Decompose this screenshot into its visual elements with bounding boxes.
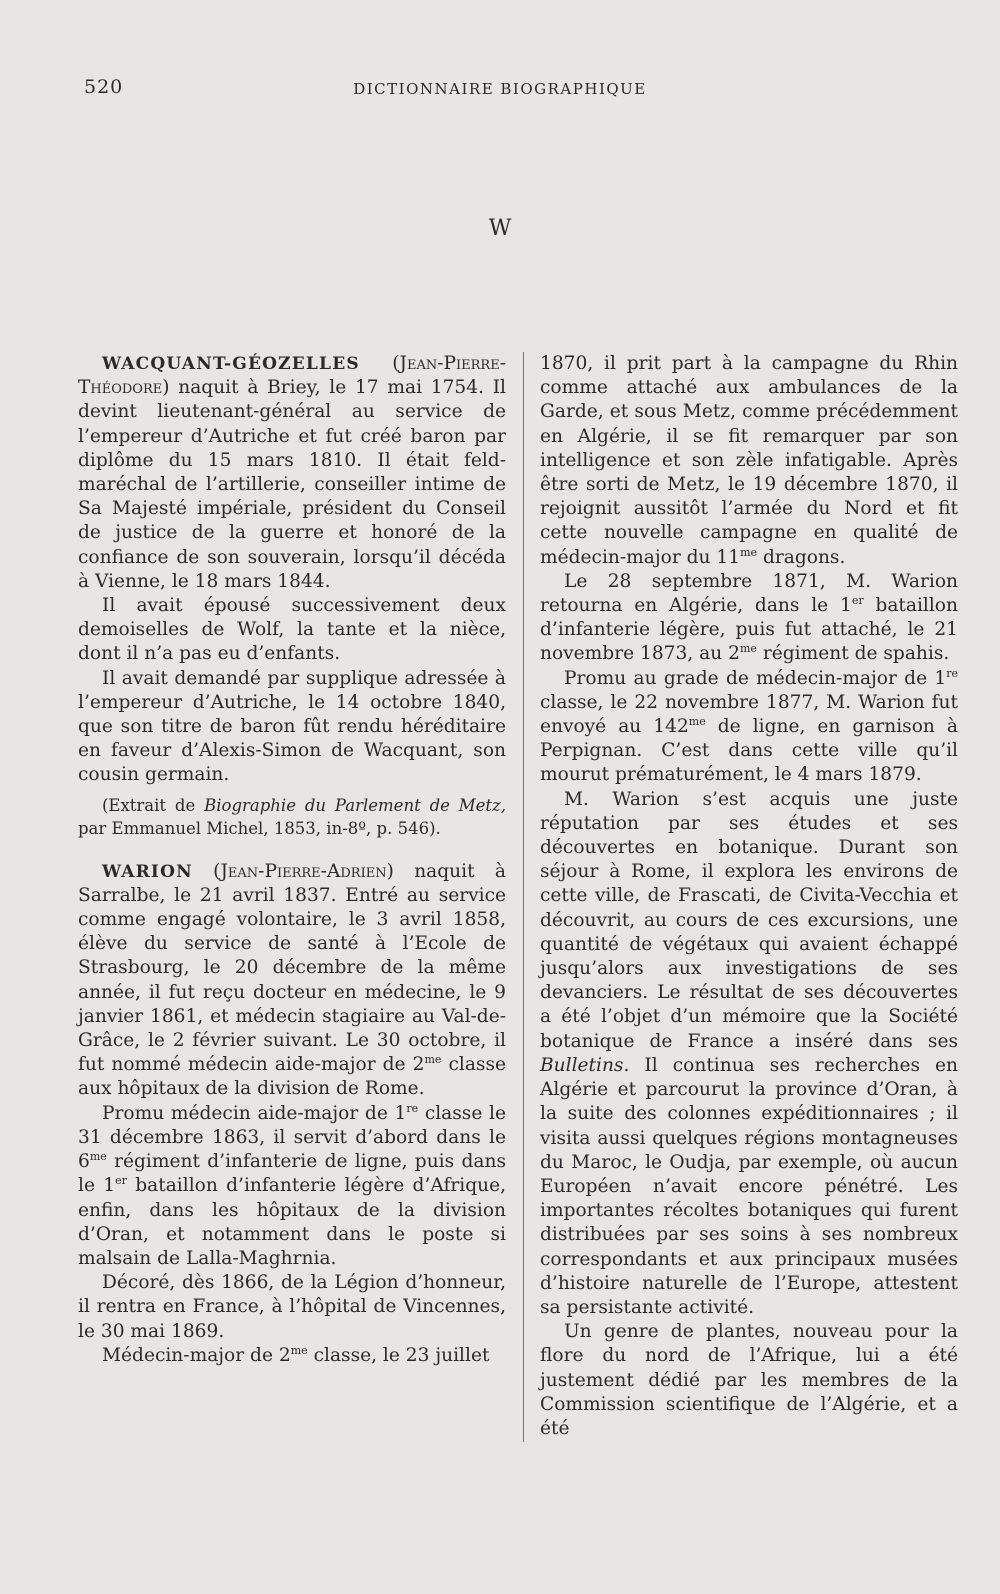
entry-warion-p2: Promu médecin aide-major de 1re classe le 31 décembre 1863, il servit d’abord dans le $6^{me}$ régiment d’infanterie de ligne, puis dans le 1er bataillon d’infanterie légère d’Afrique, enfin, dans les hôpitaux de la division d’Oran, et notamment dans le poste si malsain de Lalla-Maghrnia.	[78, 1101, 506, 1269]
column-divider	[523, 352, 524, 1442]
citation: (Extrait de Biographie du Parlement de Metz, par Emmanuel Michel, 1853, in-8º, p. 546).	[78, 795, 506, 838]
bulletins-title: Bulletins.	[540, 1054, 630, 1076]
entry-name-wacquant: WACQUANT-GÉOZELLES	[102, 354, 360, 374]
entry-warion-p3: Décoré, dès 1866, de la Légion d’honneur, il rentra en France, à l’hôpital de Vincennes, le 30 mai 1869.	[78, 1272, 506, 1342]
section-letter: W	[488, 216, 512, 241]
entry-wacquant-p3: Il avait demandé par supplique adressée à l’empereur d’Autriche, le 14 octobre 1840, que son titre de baron fût rendu héréditaire en faveur d’Alexis-Simon de Wacquant, son cousin germain.	[78, 667, 506, 786]
right-column	[540, 352, 958, 1441]
page-header	[0, 76, 1000, 106]
entry-warion-r1: 1870, il prit part à la campagne du Rhin comme attaché aux ambulances de la Garde, et sous Metz, comme précédemment en Algérie, il se fit remarquer par son intelligence et son zèle infatigable. Après être sorti de Metz, le 19 décembre 1870, il rejoignit aussitôt l’armée du Nord et fit cette nouvelle campagne en qualité de médecin-major du $11^{me}$ dragons.	[540, 353, 958, 568]
entry-warion-r3: Promu au grade de médecin-major de 1re classe, le 22 novembre 1877, M. Warion fut envoyé au $142^{me}$ de ligne, en garnison à Perpignan. C’est dans cette ville qu’il mourut prématurément, le 4 mars 1879.	[540, 666, 959, 786]
left-column	[78, 352, 506, 1368]
entry-warion-r2: Le 28 septembre 1871, M. Warion retourna en Algérie, dans le 1er bataillon d’infanterie légère, puis fut attaché, le 21 novembre 1873, au $2^{me}$ régiment de spahis.	[540, 570, 958, 665]
entry-warion-r4: M. Warion s’est acquis une juste réputation par ses études et ses découvertes en botanique. Durant son séjour à Rome, il explora les environs de cette ville, de Frascati, de Civita-Vecchia et découvrit, au cours de ces excursions, une quantité de végétaux qui avaient échappé jusqu’alors aux investigations de ses devanciers. Le résultat de ses découvertes a été l’objet d’un mémoire que la Société botanique de France a inséré dans ses Bulletins. Il continua ses recherches en Algérie et parcourut la province d’Oran, à la suite des colonnes expéditionnaires ; il visita aussi quelques régions montagneuses du Maroc, le Oudja, par exemple, où aucun Européen n’avait encore pénétré. Les importantes récoltes botaniques qui furent distribuées par ses soins à ses nombreux correspondants et aux principaux musées d’histoire naturelle de l’Europe, attestent sa persistante activité.	[540, 788, 958, 1318]
entry-warion-p4: Médecin-major de $2^{me}$ classe, le 23 juillet	[102, 1343, 490, 1366]
entry-name-warion: WARION	[102, 861, 193, 882]
citation-title: Biographie du Parlement de Metz,	[204, 795, 506, 815]
entry-warion-p1: WARION (Jean-Pierre-Adrien) naquit à Sarralbe, le 21 avril 1837. Entré au service comme engagé volontaire, le 3 avril 1858, élève du service de santé à l’Ecole de Strasbourg, le 20 décembre de la même année, il fut reçu docteur en médecine, le 9 janvier 1861, et médecin stagiaire au Val-de-Grâce, le 2 février suivant. Le 30 octobre, il fut nommé médecin aide-major de $2^{me}$ classe aux hôpitaux de la division de Rome.	[78, 860, 507, 1100]
entry-warion-r5: Un genre de plantes, nouveau pour la flore du nord de l’Afrique, lui a été justement dédié par les membres de la Commission scientifique de l’Algérie, et a été	[540, 1321, 958, 1439]
entry-wacquant-p2: Il avait épousé successivement deux demoiselles de Wolf, la tante et la nièce, dont il n’a pas eu d’enfants.	[78, 595, 506, 665]
entry-forenames-wacquant: Jean-Pierre-Théodore	[78, 353, 506, 399]
entry-wacquant-p1: WACQUANT-GÉOZELLES (Jean-Pierre-Théodore) naquit à Briey, le 17 mai 1754. Il devint lieutenant-général au service de l’empereur d’Autriche et fut créé baron par diplôme du 15 mars 1810. Il était feld-maréchal de l’artillerie, conseiller intime de Sa Majesté impériale, président du Conseil de justice de la guerre et honoré de la confiance de son souverain, lorsqu’il décéda à Vienne, le 18 mars 1844.	[78, 353, 506, 592]
page-number: 520	[84, 76, 124, 98]
running-head: DICTIONNAIRE BIOGRAPHIQUE	[353, 80, 647, 98]
entry-forenames-warion: Jean-Pierre-Adrien	[220, 860, 387, 882]
